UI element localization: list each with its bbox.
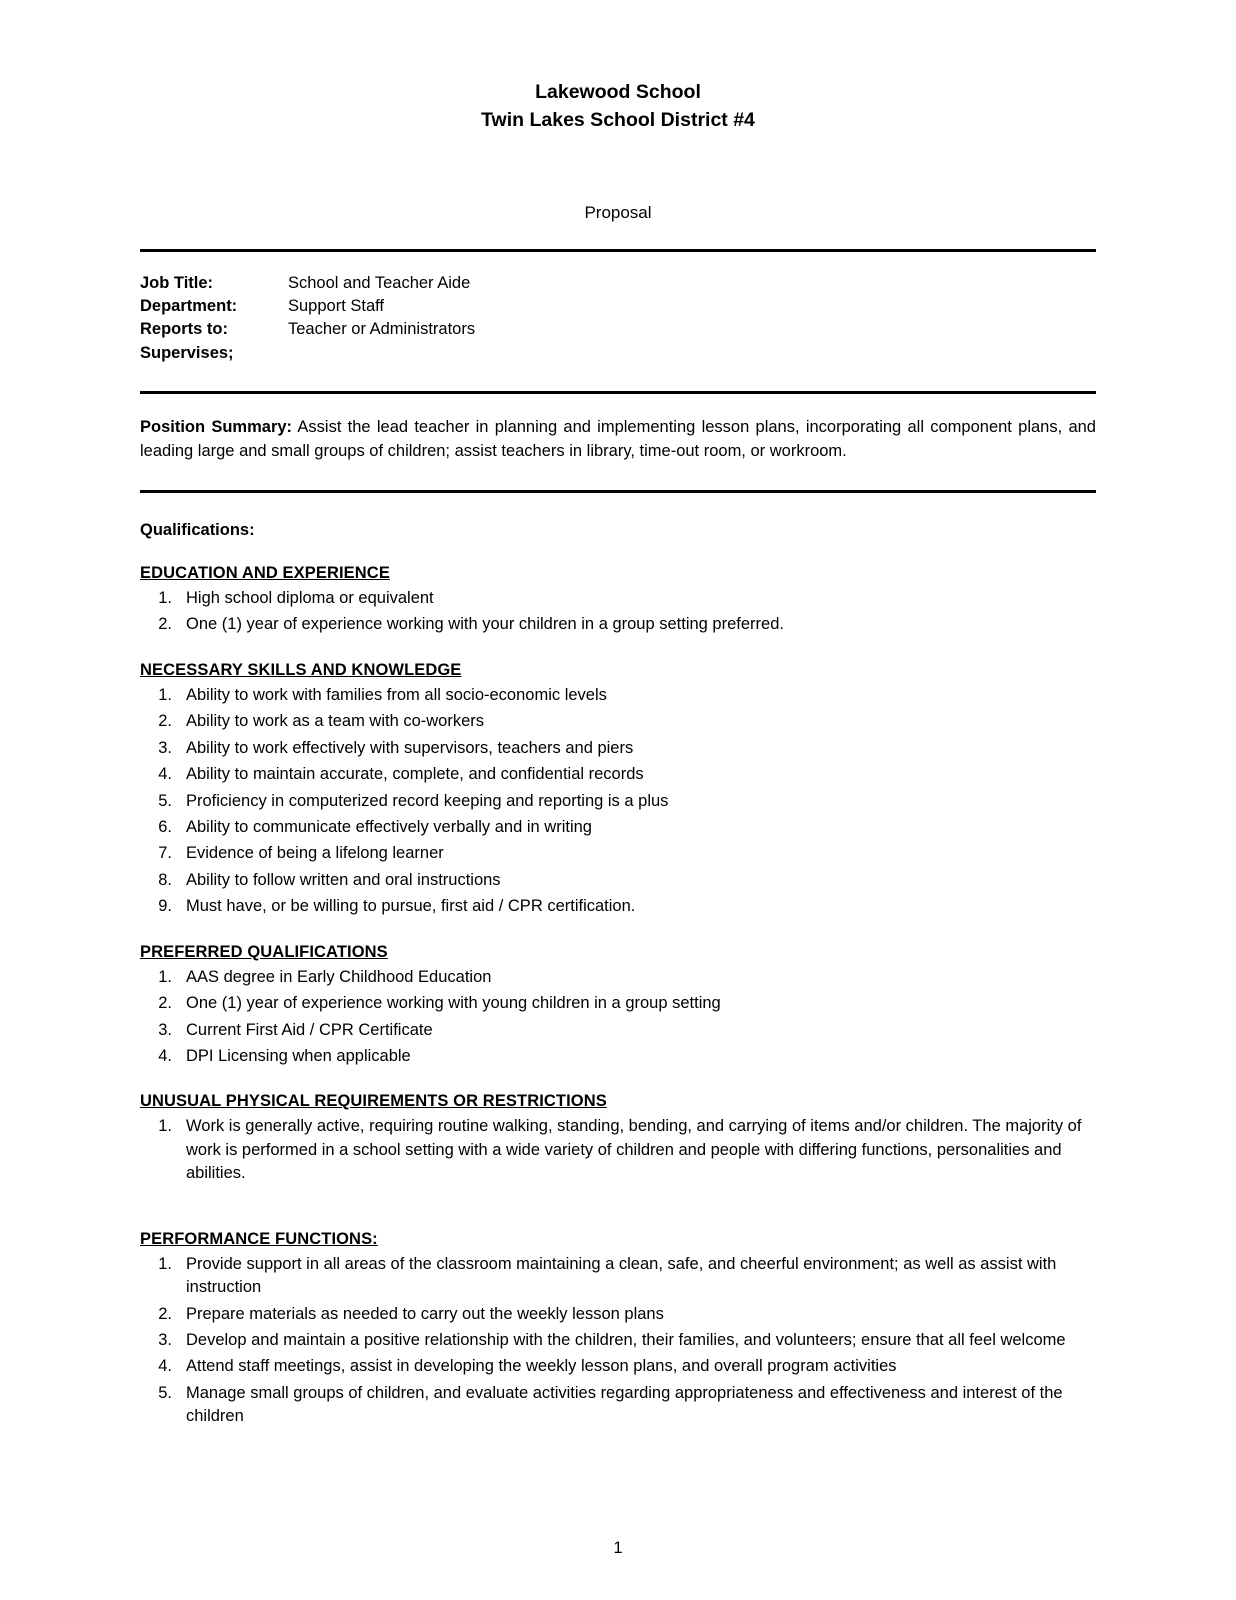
list-item-text: Work is generally active, requiring routine walking, standing, bending, and carrying of items and/or children. The majority of work is performed in a school setting with a wide variety of children and people with differing functions, personalities and abilities. — [186, 1117, 1082, 1183]
section-heading: NECESSARY SKILLS AND KNOWLEDGE — [140, 660, 462, 679]
section-list — [140, 1253, 1096, 1429]
list-item-number: 4. — [158, 765, 172, 784]
divider-middle — [140, 391, 1096, 394]
list-item-number: 1. — [158, 589, 172, 608]
list-item-number: 1. — [158, 967, 172, 986]
list-item-number: 6. — [158, 818, 172, 837]
list-item — [140, 1382, 1096, 1429]
list-item-number: 2. — [158, 712, 172, 731]
section-unusual-physical-requirements — [140, 1092, 1096, 1185]
list-item-number: 2. — [158, 1304, 172, 1323]
meta-label-job-title: Job Title: — [140, 273, 214, 292]
section-performance-functions — [140, 1230, 1096, 1429]
school-name: Lakewood School — [535, 81, 701, 103]
list-item — [140, 737, 1096, 760]
list-item-number: 7. — [158, 844, 172, 863]
section-heading: EDUCATION AND EXPERIENCE — [140, 564, 390, 583]
section-heading: PREFERRED QUALIFICATIONS — [140, 942, 388, 961]
position-summary-label: Position Summary: — [140, 418, 293, 437]
meta-row-department — [140, 295, 1096, 318]
list-item — [140, 613, 1096, 636]
page-number: 1 — [613, 1539, 623, 1557]
list-item — [140, 1019, 1096, 1042]
list-item-number: 4. — [158, 1357, 172, 1376]
list-item-text: Provide support in all areas of the classroom maintaining a clean, safe, and cheerful environment; as well as assist with instruction — [186, 1254, 1057, 1297]
list-item — [140, 587, 1096, 610]
list-item — [140, 816, 1096, 839]
list-item-text: DPI Licensing when applicable — [186, 1046, 411, 1065]
list-item-text: Proficiency in computerized record keeping and reporting is a plus — [186, 791, 669, 810]
list-item — [140, 992, 1096, 1015]
list-item — [140, 684, 1096, 707]
list-item-number: 2. — [158, 994, 172, 1013]
list-item-number: 2. — [158, 615, 172, 634]
section-list — [140, 684, 1096, 919]
document-header — [140, 78, 1096, 135]
meta-value-reports-to: Teacher or Administrators — [288, 320, 476, 339]
list-item-number: 3. — [158, 1020, 172, 1039]
list-item-text: Ability to work as a team with co-workers — [186, 712, 485, 731]
section-necessary-skills-and-knowledge — [140, 661, 1096, 919]
meta-label-supervises: Supervises; — [140, 343, 234, 362]
section-list — [140, 966, 1096, 1069]
list-item-number: 3. — [158, 738, 172, 757]
section-list — [140, 1115, 1096, 1185]
meta-row-job-title — [140, 272, 1096, 295]
list-item-text: Ability to work with families from all socio-economic levels — [186, 685, 607, 704]
section-heading: UNUSUAL PHYSICAL REQUIREMENTS OR RESTRICTIONS — [140, 1092, 607, 1111]
meta-label-department: Department: — [140, 296, 238, 315]
section-list — [140, 587, 1096, 637]
list-item-text: AAS degree in Early Childhood Education — [186, 967, 492, 986]
meta-value-job-title: School and Teacher Aide — [288, 273, 471, 292]
section-heading: PERFORMANCE FUNCTIONS: — [140, 1229, 378, 1248]
qualifications-heading: Qualifications: — [140, 521, 255, 540]
position-summary — [140, 416, 1096, 464]
list-item-text: Develop and maintain a positive relationship with the children, their families, and volunteers; ensure that all feel welcome — [186, 1330, 1066, 1349]
list-item-number: 3. — [158, 1330, 172, 1349]
list-item-number: 4. — [158, 1046, 172, 1065]
list-item-text: One (1) year of experience working with young children in a group setting — [186, 994, 721, 1013]
list-item — [140, 1045, 1096, 1068]
document-subtitle: Proposal — [584, 202, 652, 222]
list-item-text: High school diploma or equivalent — [186, 589, 434, 608]
list-item — [140, 1355, 1096, 1378]
list-item-number: 9. — [158, 897, 172, 916]
list-item — [140, 966, 1096, 989]
list-item-text: Ability to follow written and oral instructions — [186, 870, 501, 889]
list-item-text: Current First Aid / CPR Certificate — [186, 1020, 433, 1039]
list-item — [140, 1303, 1096, 1326]
list-item-text: Must have, or be willing to pursue, first aid / CPR certification. — [186, 897, 636, 916]
list-item — [140, 895, 1096, 918]
section-preferred-qualifications — [140, 943, 1096, 1069]
meta-row-reports-to — [140, 318, 1096, 341]
list-item-text: Evidence of being a lifelong learner — [186, 844, 444, 863]
list-item-text: Attend staff meetings, assist in developing the weekly lesson plans, and overall program activities — [186, 1357, 897, 1376]
list-item-number: 5. — [158, 791, 172, 810]
list-item-number: 5. — [158, 1383, 172, 1402]
divider-top — [140, 249, 1096, 252]
meta-label-reports-to: Reports to: — [140, 320, 228, 339]
list-item-text: Manage small groups of children, and evaluate activities regarding appropriateness and effectiveness and interest of the children — [186, 1383, 1063, 1426]
list-item-text: Ability to work effectively with supervisors, teachers and piers — [186, 738, 634, 757]
list-item-number: 8. — [158, 870, 172, 889]
meta-value-department: Support Staff — [288, 296, 385, 315]
list-item — [140, 790, 1096, 813]
list-item-number: 1. — [158, 685, 172, 704]
list-item — [140, 763, 1096, 786]
list-item — [140, 710, 1096, 733]
meta-row-supervises — [140, 342, 1096, 365]
list-item-number: 1. — [158, 1117, 172, 1136]
divider-bottom — [140, 490, 1096, 493]
list-item-text: Prepare materials as needed to carry out the weekly lesson plans — [186, 1304, 664, 1323]
list-item — [140, 869, 1096, 892]
position-summary-text: Assist the lead teacher in planning and implementing lesson plans, incorporating all component plans, and leading large and small groups of children; assist teachers in library, time-out room, or workroom. — [140, 418, 1096, 461]
list-item — [140, 1115, 1096, 1185]
job-meta-block — [140, 272, 1096, 366]
list-item-text: One (1) year of experience working with your children in a group setting preferred. — [186, 615, 784, 634]
district-name: Twin Lakes School District #4 — [481, 109, 755, 132]
list-item-number: 1. — [158, 1254, 172, 1273]
list-item-text: Ability to communicate effectively verbally and in writing — [186, 818, 592, 837]
list-item — [140, 842, 1096, 865]
list-item — [140, 1253, 1096, 1300]
list-item — [140, 1329, 1096, 1352]
list-item-text: Ability to maintain accurate, complete, and confidential records — [186, 765, 644, 784]
section-education-and-experience — [140, 564, 1096, 637]
